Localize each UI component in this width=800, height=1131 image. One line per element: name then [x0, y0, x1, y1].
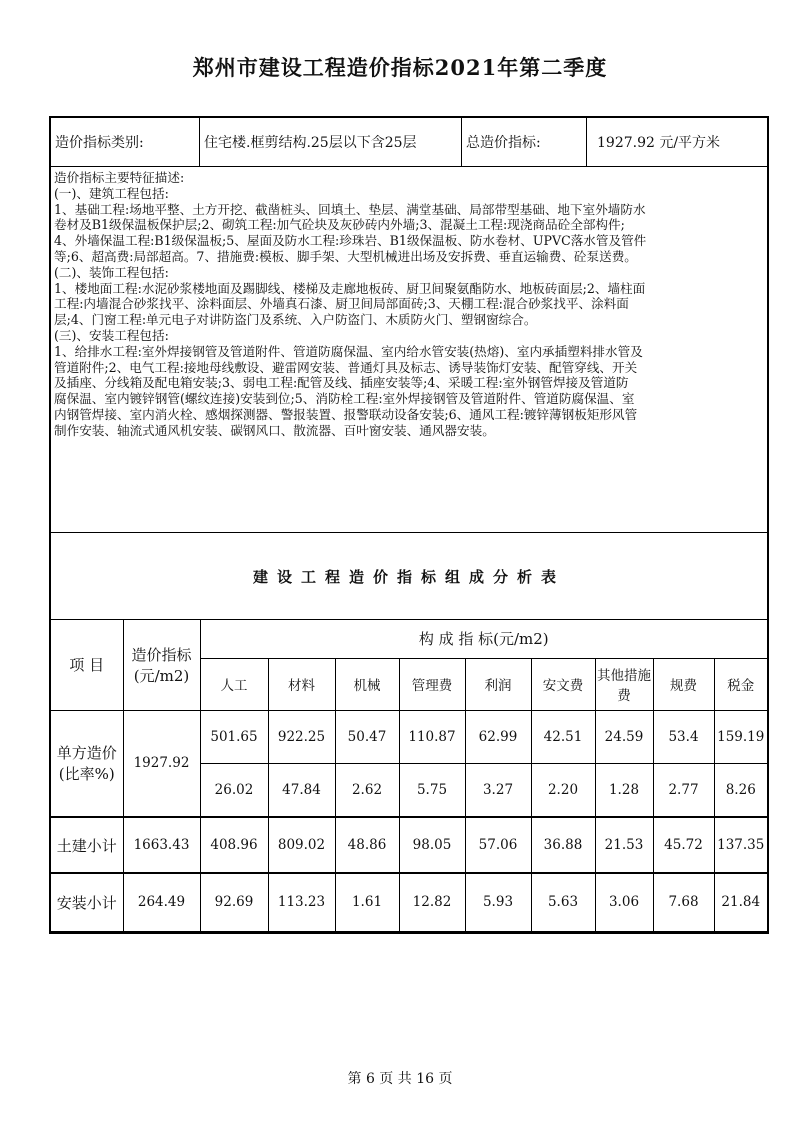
unit-cost-label: 单方造价(比率%) — [51, 710, 123, 817]
column-header: 管理费 — [399, 658, 465, 710]
index-header: 造价指标(元/m2) — [123, 620, 200, 710]
unit-cost-cell: 501.65 — [200, 710, 268, 763]
description-line: (三)、安装工程包括: — [54, 327, 169, 343]
description-line: 腐保温、室内镀锌钢管(螺纹连接)安装到位;5、消防栓工程:室外焊接钢管及管道附件、管道防腐保温、室 — [54, 391, 635, 407]
ratio-cell: 2.62 — [335, 763, 399, 817]
install-subtotal-total: 264.49 — [123, 873, 200, 931]
column-header: 材料 — [268, 658, 335, 710]
unit-cost-total: 1927.92 — [123, 710, 200, 817]
install-cell: 113.23 — [268, 873, 335, 931]
install-subtotal-label: 安装小计 — [51, 873, 123, 931]
description-line: 制作安装、轴流式通风机安装、碳钢风口、散流器、百叶窗安装、通风器安装。 — [54, 422, 495, 438]
total-label: 总造价指标: — [462, 118, 587, 166]
description-line: 内钢管焊接、室内消火栓、感烟探测器、警报装置、报警联动设备安装;6、通风工程:镀锌薄钢板矩形风管 — [54, 406, 638, 422]
unit-cost-cell: 62.99 — [465, 710, 531, 763]
description-line: (二)、装饰工程包括: — [54, 264, 169, 280]
install-cell: 92.69 — [200, 873, 268, 931]
unit-cost-cell: 922.25 — [268, 710, 335, 763]
civil-subtotal-row — [51, 817, 767, 873]
install-cell: 7.68 — [653, 873, 714, 931]
ratio-cell: 8.26 — [714, 763, 767, 817]
description-line: 工程:内墙混合砂浆找平、涂料面层、外墙真石漆、厨卫间局部面砖;3、天棚工程:混合砂浆找平、涂料面 — [54, 296, 629, 312]
analysis-table-title: 建设工程造价指标组成分析表 — [51, 533, 767, 620]
civil-cell: 137.35 — [714, 817, 767, 873]
civil-cell: 36.88 — [531, 817, 595, 873]
column-header: 安文费 — [531, 658, 595, 710]
ratio-cell: 1.28 — [595, 763, 653, 817]
column-header: 人工 — [200, 658, 268, 710]
description-line: 层;4、门窗工程:单元电子对讲防盗门及系统、入户防盗门、木质防火门、塑钢窗综合。 — [54, 312, 537, 328]
civil-cell: 48.86 — [335, 817, 399, 873]
install-cell: 3.06 — [595, 873, 653, 931]
page-footer: 第 6 页 共 16 页 — [347, 1071, 453, 1087]
civil-cell: 21.53 — [595, 817, 653, 873]
civil-subtotal-label: 土建小计 — [51, 817, 123, 873]
description-line: 1、给排水工程:室外焊接钢管及管道附件、管道防腐保温、室内给水管安装(热熔)、室内承插塑料排水管及 — [54, 343, 643, 359]
unit-cost-cell: 24.59 — [595, 710, 653, 763]
civil-cell: 809.02 — [268, 817, 335, 873]
column-header: 规费 — [653, 658, 714, 710]
install-cell: 5.63 — [531, 873, 595, 931]
description-line: 及插座、分线箱及配电箱安装;3、弱电工程:配管及线、插座安装等;4、采暖工程:室外钢管焊接及管道防 — [54, 375, 629, 391]
civil-cell: 45.72 — [653, 817, 714, 873]
composition-header: 构 成 指 标(元/m2) — [200, 620, 767, 658]
install-subtotal-row — [51, 873, 767, 931]
civil-subtotal-total: 1663.43 — [123, 817, 200, 873]
description-line: 管道附件;2、电气工程:接地母线敷设、避雷网安装、普通灯具及标志、诱导装饰灯安装、配管穿线、开关 — [54, 359, 638, 375]
page-title: 郑州市建设工程造价指标2021年第二季度 — [192, 55, 608, 80]
civil-cell: 408.96 — [200, 817, 268, 873]
install-cell: 21.84 — [714, 873, 767, 931]
category-value: 住宅楼.框剪结构.25层以下含25层 — [200, 118, 462, 166]
item-header: 项 目 — [51, 620, 123, 710]
category-label: 造价指标类别: — [51, 118, 200, 166]
column-header: 利润 — [465, 658, 531, 710]
unit-cost-cell: 42.51 — [531, 710, 595, 763]
ratio-cell: 47.84 — [268, 763, 335, 817]
column-header: 机械 — [335, 658, 399, 710]
ratio-cell: 2.77 — [653, 763, 714, 817]
civil-cell: 57.06 — [465, 817, 531, 873]
install-cell: 5.93 — [465, 873, 531, 931]
install-cell: 12.82 — [399, 873, 465, 931]
description-line: 等;6、超高费:局部超高。7、措施费:模板、脚手架、大型机械进出场及安拆费、垂直运输费、砼泵送费。 — [54, 248, 637, 264]
ratio-cell: 5.75 — [399, 763, 465, 817]
column-header: 其他措施费 — [595, 658, 653, 710]
ratio-cell: 2.20 — [531, 763, 595, 817]
cost-index-sheet — [49, 116, 769, 934]
description-line: 1、楼地面工程:水泥砂浆楼地面及踢脚线、楼梯及走廊地板砖、厨卫间聚氨酯防水、地板砖面层;2、墙柱面 — [54, 280, 646, 296]
unit-cost-row — [51, 710, 767, 763]
description-line: 1、基础工程:场地平整、土方开挖、截凿桩头、回填土、垫层、满堂基础、局部带型基础、地下室外墙防水 — [54, 201, 646, 217]
ratio-cell: 3.27 — [465, 763, 531, 817]
column-header: 税金 — [714, 658, 767, 710]
civil-cell: 98.05 — [399, 817, 465, 873]
unit-cost-cell: 110.87 — [399, 710, 465, 763]
unit-cost-cell: 159.19 — [714, 710, 767, 763]
composition-table — [51, 620, 767, 932]
ratio-cell: 26.02 — [200, 763, 268, 817]
unit-cost-cell: 53.4 — [653, 710, 714, 763]
description-line: (一)、建筑工程包括: — [54, 185, 169, 201]
feature-description — [51, 167, 767, 533]
description-line: 造价指标主要特征描述: — [54, 170, 185, 185]
install-cell: 1.61 — [335, 873, 399, 931]
info-row — [51, 118, 767, 167]
total-value: 1927.92 元/平方米 — [597, 135, 721, 151]
description-line: 卷材及B1级保温板保护层;2、砌筑工程:加气砼块及灰砂砖内外墙;3、混凝土工程:现浇商品砼全部构件; — [54, 217, 625, 233]
unit-cost-cell: 50.47 — [335, 710, 399, 763]
description-line: 4、外墙保温工程:B1级保温板;5、屋面及防水工程:珍珠岩、B1级保温板、防水卷材、UPVC落水管及管件 — [54, 233, 647, 249]
